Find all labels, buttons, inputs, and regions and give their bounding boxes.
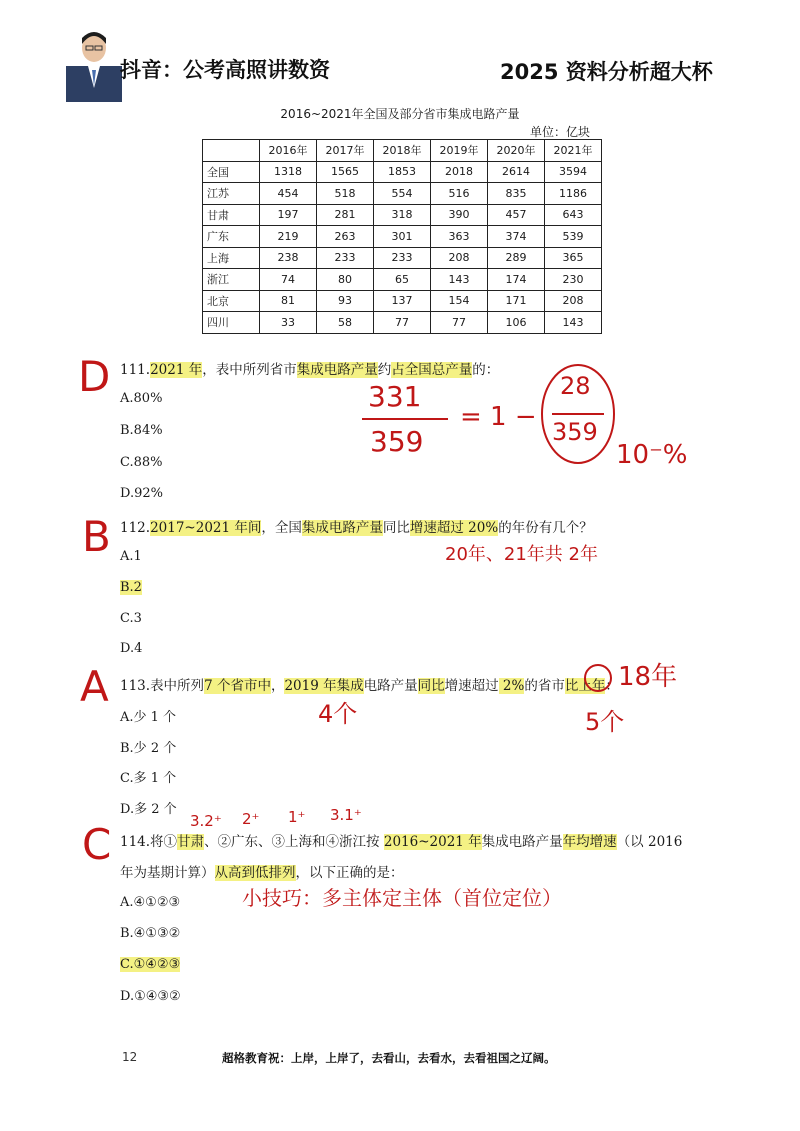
table-row [203, 247, 602, 269]
option-c: C.88% [120, 455, 163, 470]
table-cell: 2614 [488, 161, 545, 183]
hw-count-note: 4个 [318, 700, 358, 728]
answer-111: D [78, 352, 111, 401]
table-cell: 74 [260, 269, 317, 291]
row-header-cell: 全国 [203, 161, 260, 183]
option-a: A.④①②③ [120, 895, 181, 910]
column-header: 2016年 [260, 140, 317, 162]
question-text: 、②广东、③上海和④浙江按 [204, 834, 384, 850]
table-cell: 171 [488, 290, 545, 312]
table-cell: 281 [317, 204, 374, 226]
question-number: 111. [120, 362, 151, 378]
question-text: 增速超过 [444, 678, 499, 694]
channel-name: 抖音：公考高照讲数资 [120, 58, 330, 82]
presenter-photo-icon [66, 26, 122, 102]
table-cell: 289 [488, 247, 545, 269]
table-cell: 301 [374, 226, 431, 248]
table-row [203, 290, 602, 312]
answer-113: A [80, 662, 109, 711]
option-b: B.少 2 个 [120, 741, 177, 756]
footer-motto: 超格教育祝：上岸，上岸了，去看山，去看水，去看祖国之辽阔。 [222, 1051, 556, 1065]
table-cell: 3594 [545, 161, 602, 183]
hw-fraction-numerator: 331 [368, 380, 422, 413]
highlight: 年均增速 [562, 834, 617, 850]
hw-circle-numerator: 28 [560, 372, 591, 400]
table-cell: 263 [317, 226, 374, 248]
table-cell: 2018 [431, 161, 488, 183]
option-a: A.少 1 个 [120, 710, 177, 725]
option-c: C.3 [120, 611, 142, 626]
option-d: D.①④③② [120, 989, 181, 1004]
highlight: 2021 年 [150, 362, 203, 378]
question-text: 约 [377, 362, 392, 378]
column-header: 2021年 [545, 140, 602, 162]
table-unit: 单位：亿块 [530, 125, 591, 139]
option-c-selected: C.①④②③ [120, 957, 181, 972]
question-text: 114.将① [120, 834, 178, 850]
table-cell: 106 [488, 312, 545, 334]
table-row [203, 312, 602, 334]
table-cell: 154 [431, 290, 488, 312]
table-cell: 233 [317, 247, 374, 269]
question-114-line2 [120, 861, 404, 881]
highlight: 集成电路产量 [301, 520, 383, 536]
option-d: D.92% [120, 486, 163, 501]
option-d: D.多 2 个 [120, 802, 177, 817]
table-cell: 197 [260, 204, 317, 226]
hw-growth-3: 1⁺ [288, 808, 306, 826]
column-header [203, 140, 260, 162]
option-c: C.多 1 个 [120, 771, 177, 786]
question-text: 表中所列 [150, 678, 205, 694]
question-number: 112. [120, 520, 151, 536]
option-b: B.④①③② [120, 926, 181, 941]
table-cell: 143 [431, 269, 488, 291]
hw-tip: 小技巧：多主体定主体（首位定位） [242, 886, 562, 910]
table-cell: 65 [374, 269, 431, 291]
table-row [203, 183, 602, 205]
question-text: ，表中所列省市 [202, 362, 297, 378]
table-cell: 643 [545, 204, 602, 226]
question-111 [120, 358, 499, 378]
table-cell: 374 [488, 226, 545, 248]
table-cell: 81 [260, 290, 317, 312]
table-cell: 835 [488, 183, 545, 205]
table-cell: 80 [317, 269, 374, 291]
highlight: 占全国总产量 [391, 362, 473, 378]
table-cell: 238 [260, 247, 317, 269]
hw-percent-note: 10⁻% [616, 440, 688, 470]
row-header-cell: 北京 [203, 290, 260, 312]
presenter-avatar [66, 26, 122, 102]
answer-112: B [82, 512, 111, 561]
option-a: A.80% [120, 391, 163, 406]
highlight: 从高到低排列 [214, 865, 296, 881]
table-cell: 1565 [317, 161, 374, 183]
highlight: 7 个省市中 [204, 678, 271, 694]
question-text: ，以下正确的是： [295, 865, 404, 881]
highlight: 增速超过 20% [409, 520, 499, 536]
hw-year-note: 18年 [618, 662, 678, 692]
highlight: 2016~2021 年 [383, 834, 482, 850]
table-cell: 58 [317, 312, 374, 334]
production-table [202, 139, 602, 334]
option-a: A.1 [120, 549, 142, 564]
column-header: 2018年 [374, 140, 431, 162]
table-cell: 539 [545, 226, 602, 248]
option-b-selected: B.2 [120, 580, 142, 595]
highlight: 2% [498, 678, 525, 694]
option-d: D.4 [120, 641, 143, 656]
table-cell: 454 [260, 183, 317, 205]
question-text: 的省市 [524, 678, 565, 694]
table-cell: 390 [431, 204, 488, 226]
question-text: 的年份有几个？ [498, 520, 593, 536]
question-text: ，全国 [261, 520, 302, 536]
hw-equation: = 1 − [460, 402, 537, 432]
table-cell: 33 [260, 312, 317, 334]
table-cell: 1186 [545, 183, 602, 205]
question-text: ， [270, 678, 285, 694]
row-header-cell: 甘肃 [203, 204, 260, 226]
series-title: 2025 资料分析超大杯 [500, 60, 713, 84]
question-114-line1 [120, 830, 682, 850]
answer-114: C [82, 820, 112, 869]
row-header-cell: 上海 [203, 247, 260, 269]
page-number: 12 [122, 1050, 138, 1064]
table-header-row [203, 140, 602, 162]
column-header: 2017年 [317, 140, 374, 162]
table-row [203, 269, 602, 291]
table-cell: 143 [545, 312, 602, 334]
table-cell: 318 [374, 204, 431, 226]
highlight: 甘肃 [177, 834, 205, 850]
row-header-cell: 浙江 [203, 269, 260, 291]
hw-growth-4: 3.1⁺ [330, 806, 362, 824]
table-cell: 230 [545, 269, 602, 291]
option-b: B.84% [120, 423, 163, 438]
question-112 [120, 516, 593, 536]
question-text: 的： [472, 362, 500, 378]
question-text: 同比 [382, 520, 410, 536]
hw-growth-1: 3.2⁺ [190, 812, 222, 830]
column-header: 2020年 [488, 140, 545, 162]
question-text: 年为基期计算） [120, 865, 215, 881]
question-text: ： [605, 678, 619, 694]
table-cell: 174 [488, 269, 545, 291]
hw-circle-mark [582, 662, 614, 694]
question-113 [120, 674, 619, 694]
question-text: （以 2016 [616, 834, 683, 850]
hw-fraction-denominator: 359 [370, 425, 424, 458]
table-cell: 1853 [374, 161, 431, 183]
question-text: 集成电路产量 [481, 834, 563, 850]
column-header: 2019年 [431, 140, 488, 162]
question-number: 113. [120, 678, 151, 694]
question-text: 电路产量 [363, 678, 418, 694]
row-header-cell: 江苏 [203, 183, 260, 205]
table-cell: 365 [545, 247, 602, 269]
table-cell: 457 [488, 204, 545, 226]
table-cell: 363 [431, 226, 488, 248]
table-cell: 208 [431, 247, 488, 269]
table-row [203, 161, 602, 183]
table-title: 2016~2021年全国及部分省市集成电路产量 [280, 107, 520, 121]
table-cell: 518 [317, 183, 374, 205]
table-cell: 233 [374, 247, 431, 269]
table-cell: 1318 [260, 161, 317, 183]
hw-circle-denominator: 359 [552, 418, 598, 446]
table-cell: 137 [374, 290, 431, 312]
table-cell: 77 [374, 312, 431, 334]
hw-fraction-bar [360, 416, 450, 422]
highlight: 2019 年集成 [284, 678, 364, 694]
highlight: 比上年 [564, 678, 606, 694]
hw-note-112: 20年、21年共 2年 [445, 544, 598, 565]
highlight: 集成电路产量 [296, 362, 378, 378]
table-cell: 516 [431, 183, 488, 205]
row-header-cell: 广东 [203, 226, 260, 248]
table-cell: 554 [374, 183, 431, 205]
highlight: 同比 [417, 678, 445, 694]
table-cell: 77 [431, 312, 488, 334]
hw-growth-2: 2⁺ [242, 810, 260, 828]
row-header-cell: 四川 [203, 312, 260, 334]
table-row [203, 226, 602, 248]
table-cell: 93 [317, 290, 374, 312]
highlight: 2017~2021 年间 [150, 520, 262, 536]
table-row [203, 204, 602, 226]
hw-five-note: 5个 [585, 708, 625, 736]
table-cell: 208 [545, 290, 602, 312]
table-cell: 219 [260, 226, 317, 248]
